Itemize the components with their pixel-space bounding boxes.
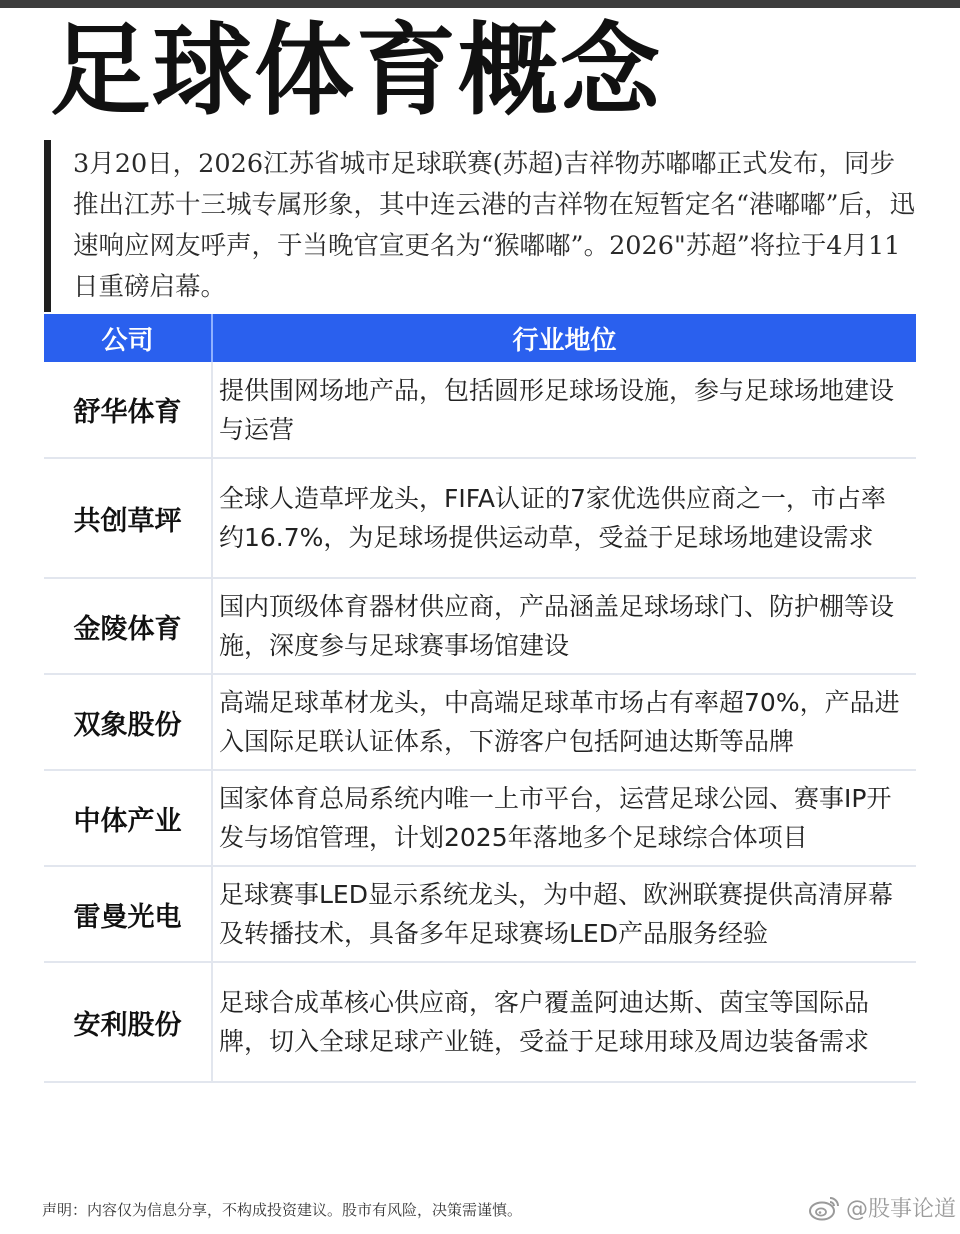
table-row <box>44 866 916 962</box>
table-row <box>44 362 916 458</box>
company-description: 国家体育总局系统内唯一上市平台，运营足球公园、赛事IP开发与场馆管理，计划2025年落地多个足球综合体项目 <box>212 770 916 866</box>
company-name: 舒华体育 <box>44 362 212 458</box>
intro-paragraph: 3月20日，2026江苏省城市足球联赛(苏超)吉祥物苏嘟嘟正式发布，同步推出江苏十三城专属形象，其中连云港的吉祥物在短暂定名“港嘟嘟”后，迅速响应网友呼声，于当晚官宣更名为“猴嘟嘟”。2026"苏超”将拉于4月11日重磅启幕。 <box>44 140 916 312</box>
company-name: 金陵体育 <box>44 578 212 674</box>
weibo-icon <box>808 1195 840 1221</box>
company-table <box>44 314 916 1083</box>
table-header-row <box>44 314 916 362</box>
company-description: 足球赛事LED显示系统龙头，为中超、欧洲联赛提供高清屏幕及转播技术，具备多年足球赛场LED产品服务经验 <box>212 866 916 962</box>
table-row <box>44 458 916 578</box>
company-name: 雷曼光电 <box>44 866 212 962</box>
page-title: 足球体育概念 <box>50 12 662 129</box>
table-row <box>44 770 916 866</box>
company-name: 双象股份 <box>44 674 212 770</box>
company-description: 足球合成革核心供应商，客户覆盖阿迪达斯、茵宝等国际品牌，切入全球足球产业链，受益于足球用球及周边装备需求 <box>212 962 916 1082</box>
company-name: 中体产业 <box>44 770 212 866</box>
header-company: 公司 <box>44 314 212 362</box>
company-description: 全球人造草坪龙头，FIFA认证的7家优选供应商之一，市占率约16.7%，为足球场提供运动草，受益于足球场地建设需求 <box>212 458 916 578</box>
company-description: 提供围网场地产品，包括圆形足球场设施，参与足球场地建设与运营 <box>212 362 916 458</box>
header-industry-position: 行业地位 <box>212 314 916 362</box>
company-name: 共创草坪 <box>44 458 212 578</box>
table-row <box>44 674 916 770</box>
watermark-handle: @股事论道 <box>846 1197 957 1222</box>
watermark <box>808 1192 956 1223</box>
top-strip <box>0 0 960 8</box>
company-description: 国内顶级体育器材供应商，产品涵盖足球场球门、防护棚等设施，深度参与足球赛事场馆建设 <box>212 578 916 674</box>
table-row <box>44 578 916 674</box>
table-row <box>44 962 916 1082</box>
company-description: 高端足球革材龙头，中高端足球革市场占有率超70%，产品进入国际足联认证体系，下游客户包括阿迪达斯等品牌 <box>212 674 916 770</box>
company-name: 安利股份 <box>44 962 212 1082</box>
disclaimer-text: 声明：内容仅为信息分享，不构成投资建议。股市有风险，决策需谨慎。 <box>42 1201 523 1219</box>
